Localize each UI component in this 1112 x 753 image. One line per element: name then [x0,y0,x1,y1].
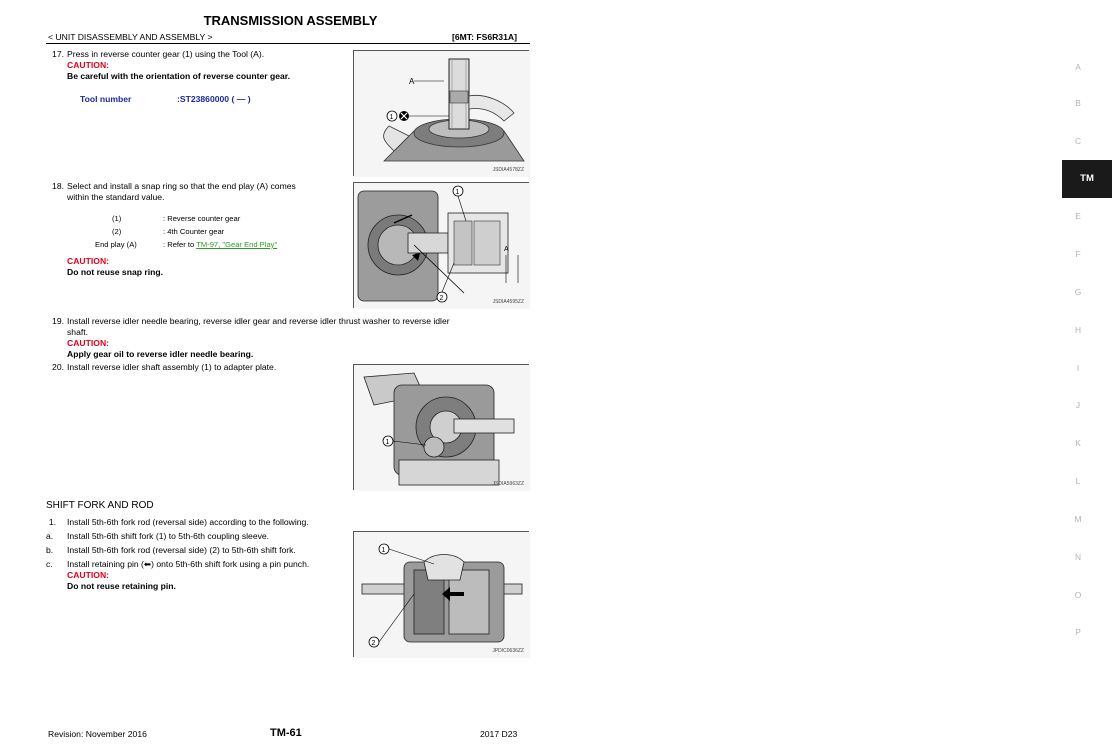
retaining-pin-arrow-icon: ⬅ [143,559,152,569]
shift-fork-retaining-pin-illustration [354,532,530,658]
figure-callout-1: 1 [381,547,386,554]
step-text: Install 5th-6th fork rod (reversal side) according to the following. [67,517,309,527]
step-number: 20. [52,362,64,372]
footer-model-year: 2017 D23 [480,729,518,739]
step-text-line2: shaft. [67,327,89,337]
figure-step-18 [353,182,529,308]
legend-key: (1) [112,214,122,223]
figure-callout-2: 2 [371,640,376,647]
figure-callout-1: 1 [389,114,394,121]
index-letter-h[interactable]: H [1074,325,1082,335]
substep-text-part: Install retaining pin ( [67,559,144,569]
step-text-line1: Install reverse idler needle bearing, reverse idler gear and reverse idler thrust washer to reverse idler [67,316,450,326]
step-number: 18. [52,181,64,191]
figure-code: JSDIA5963ZZ [492,481,524,487]
reverse-idler-shaft-illustration [354,365,530,491]
legend-key: (2) [112,227,122,236]
index-letter-c[interactable]: C [1074,136,1082,146]
step-text: Install reverse idler shaft assembly (1) to adapter plate. [67,362,277,372]
figure-callout-a: A [409,77,415,86]
substep-text: Install 5th-6th shift fork (1) to 5th-6th coupling sleeve. [67,531,270,541]
caution-label: CAUTION: [67,570,110,580]
substep-text-part: ) onto 5th-6th shift fork using a pin punch. [151,559,310,569]
index-tab-tm-active[interactable]: TM [1062,160,1112,198]
reverse-counter-gear-press-illustration [354,51,530,177]
caution-text: Do not reuse snap ring. [67,267,163,277]
gear-end-play-link[interactable]: TM-97, "Gear End Play" [196,240,278,249]
index-letter-b[interactable]: B [1075,98,1081,108]
index-letter-n[interactable]: N [1074,552,1082,562]
step-text: Press in reverse counter gear (1) using the Tool (A). [67,49,265,59]
tool-number-label: Tool number [80,94,132,104]
figure-code: JPDIC0636ZZ [492,648,524,654]
index-letter-l[interactable]: L [1075,476,1081,486]
shift-fork-steps [46,517,346,592]
step-text-line1: Select and install a snap ring so that the end play (A) comes [67,181,296,191]
snap-ring-end-play-illustration [354,183,530,309]
section-heading-shift-fork: SHIFT FORK AND ROD [46,500,154,511]
section-index-sidebar [531,0,1094,753]
legend-key: End play (A) [95,240,137,249]
step-18-caution [67,256,163,278]
footer-revision: Revision: November 2016 [48,729,147,739]
caution-label: CAUTION: [67,256,110,266]
index-letter-e[interactable]: E [1075,211,1081,221]
caution-text: Be careful with the orientation of reverse counter gear. [67,71,291,81]
index-letter-g[interactable]: G [1074,287,1082,297]
index-letter-a[interactable]: A [1075,62,1081,72]
substep-label: b. [46,545,54,555]
step-number: 1. [48,517,56,527]
index-letter-p[interactable]: P [1075,627,1081,637]
index-letter-o[interactable]: O [1074,590,1082,600]
index-letter-k[interactable]: K [1075,438,1081,448]
figure-callout-1: 1 [385,439,390,446]
figure-shift-fork [353,531,529,657]
index-letter-i[interactable]: I [1076,363,1080,373]
caution-text: Apply gear oil to reverse idler needle bearing. [67,349,254,359]
caution-label: CAUTION: [67,60,110,70]
substep-label: a. [46,531,54,541]
legend-value: : Reverse counter gear [163,214,241,223]
index-letter-j[interactable]: J [1075,400,1081,410]
figure-code: JSDIA4595ZZ [492,299,524,305]
footer-page-number: TM-61 [270,727,302,739]
header-divider [46,43,530,44]
figure-callout-a: A [504,246,509,253]
tool-number-value: :ST23860000 ( — ) [177,94,251,104]
step-number: 17. [52,49,64,59]
figure-step-17 [353,50,529,176]
index-letter-f[interactable]: F [1075,249,1081,259]
legend-value: : Refer to [163,240,197,249]
index-letter-m[interactable]: M [1074,514,1082,524]
legend-value-with-link [163,240,277,249]
caution-label: CAUTION: [67,338,110,348]
step-number: 19. [52,316,64,326]
substep-label: c. [46,559,53,569]
figure-callout-1: 1 [455,189,460,196]
caution-text: Do not reuse retaining pin. [67,581,176,591]
figure-step-20 [353,364,529,490]
figure-callout-2: 2 [439,295,444,302]
substep-text [67,559,309,570]
section-breadcrumb: < UNIT DISASSEMBLY AND ASSEMBLY > [48,32,213,42]
legend-value: : 4th Counter gear [163,227,225,236]
step-text-line2: within the standard value. [67,192,165,202]
substep-text: Install 5th-6th fork rod (reversal side) (2) to 5th-6th shift fork. [67,545,296,555]
figure-code: JSDIA4578ZZ [492,167,524,173]
model-code: [6MT: FS6R31A] [452,32,517,42]
page-title: TRANSMISSION ASSEMBLY [203,13,378,28]
